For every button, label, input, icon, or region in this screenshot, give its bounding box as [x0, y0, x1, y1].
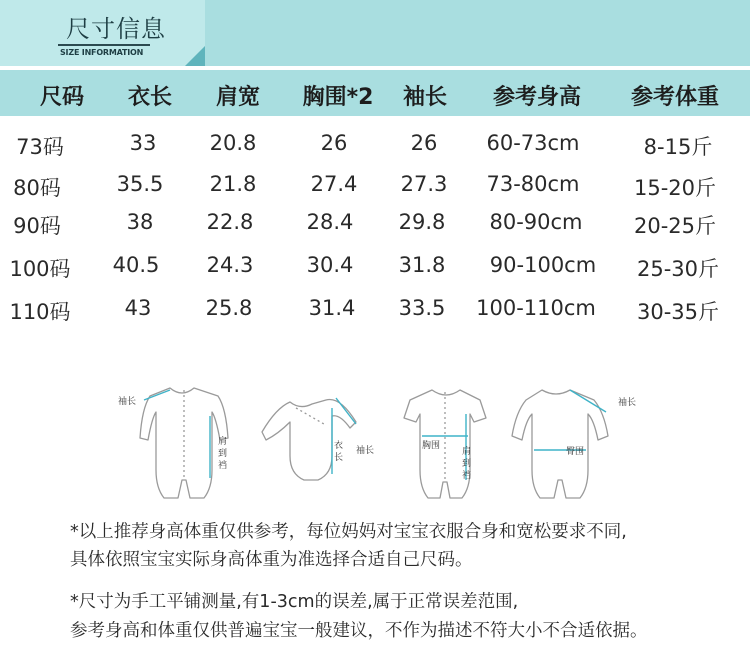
cell-length: 33	[129, 131, 157, 155]
label-sleeve-3: 袖长	[618, 398, 637, 408]
table-row	[0, 210, 750, 244]
cell-chest: 26	[320, 131, 348, 155]
cell-sleeve: 31.8	[398, 253, 446, 277]
romper-back-figure	[512, 390, 608, 498]
title-banner-notch	[185, 46, 205, 66]
cell-shoulder: 22.8	[206, 210, 254, 234]
table-row	[0, 296, 750, 330]
table-header-row	[0, 70, 750, 116]
header-size: 尺码	[39, 85, 85, 110]
cell-height: 100-110cm	[476, 296, 596, 320]
cell-sleeve: 33.5	[398, 296, 446, 320]
cell-sleeve: 27.3	[400, 172, 448, 196]
note-line-3: *尺寸为手工平铺测量,有1-3cm的误差,属于正常误差范围,	[70, 592, 519, 612]
page-subtitle: SIZE INFORMATION	[60, 48, 144, 57]
cell-weight: 8-15斤	[643, 135, 713, 159]
note-line-1: *以上推荐身高体重仅供参考，每位妈妈对宝宝衣服合身和宽松要求不同,	[70, 522, 627, 542]
cell-height: 60-73cm	[486, 131, 580, 155]
header-sleeve: 袖长	[402, 85, 448, 110]
header-height: 参考身高	[492, 85, 582, 110]
label-length: 衣长	[334, 441, 344, 463]
label-sleeve-1: 袖长	[118, 397, 137, 407]
cell-height: 80-90cm	[489, 210, 583, 234]
cell-chest: 31.4	[308, 296, 356, 320]
cell-length: 43	[124, 296, 152, 320]
page-title: 尺寸信息	[66, 15, 166, 43]
note-line-2: 具体依照宝宝实际身高体重为准选择合适自己尺码。	[70, 550, 473, 570]
romper-short-sleeve-figure	[404, 390, 486, 498]
cell-chest: 30.4	[306, 253, 354, 277]
cell-height: 90-100cm	[489, 253, 597, 277]
cell-shoulder: 25.8	[205, 296, 253, 320]
header-chest: 胸围*2	[302, 85, 374, 110]
cell-length: 35.5	[116, 172, 164, 196]
header-shoulder: 肩宽	[215, 85, 261, 110]
cell-size: 73码	[16, 135, 64, 159]
header-length: 衣长	[127, 85, 173, 110]
cell-shoulder: 21.8	[209, 172, 257, 196]
cell-weight: 20-25斤	[633, 214, 717, 238]
label-chest: 胸围	[422, 441, 441, 451]
label-shoulder-crotch-2: 肩到裆	[462, 447, 472, 481]
cell-size: 90码	[13, 214, 61, 238]
cell-length: 38	[126, 210, 154, 234]
cell-weight: 30-35斤	[636, 300, 720, 324]
label-shoulder-crotch-1: 肩到裆	[218, 437, 228, 471]
cell-length: 40.5	[112, 253, 160, 277]
title-underline	[58, 44, 150, 46]
cell-chest: 27.4	[310, 172, 358, 196]
cell-weight: 15-20斤	[633, 176, 717, 200]
cell-height: 73-80cm	[486, 172, 580, 196]
cell-sleeve: 26	[410, 131, 438, 155]
table-row	[0, 172, 750, 206]
cell-weight: 25-30斤	[636, 257, 720, 281]
cell-size: 80码	[13, 176, 61, 200]
cell-size: 100码	[9, 257, 71, 281]
label-sleeve-2: 袖长	[356, 446, 375, 456]
note-line-4: 参考身高和体重仅供普遍宝宝一般建议，不作为描述不符大小不合适依据。	[70, 621, 648, 641]
cell-sleeve: 29.8	[398, 210, 446, 234]
label-hip: 臀围	[566, 447, 585, 457]
table-row	[0, 253, 750, 287]
cell-size: 110码	[9, 300, 71, 324]
cell-chest: 28.4	[306, 210, 354, 234]
romper-long-sleeve-figure	[140, 388, 228, 498]
measurement-diagram	[100, 378, 660, 513]
cell-shoulder: 20.8	[209, 131, 257, 155]
cell-shoulder: 24.3	[206, 253, 254, 277]
header-weight: 参考体重	[630, 85, 720, 110]
bodysuit-figure	[262, 399, 356, 480]
table-row	[0, 131, 750, 165]
